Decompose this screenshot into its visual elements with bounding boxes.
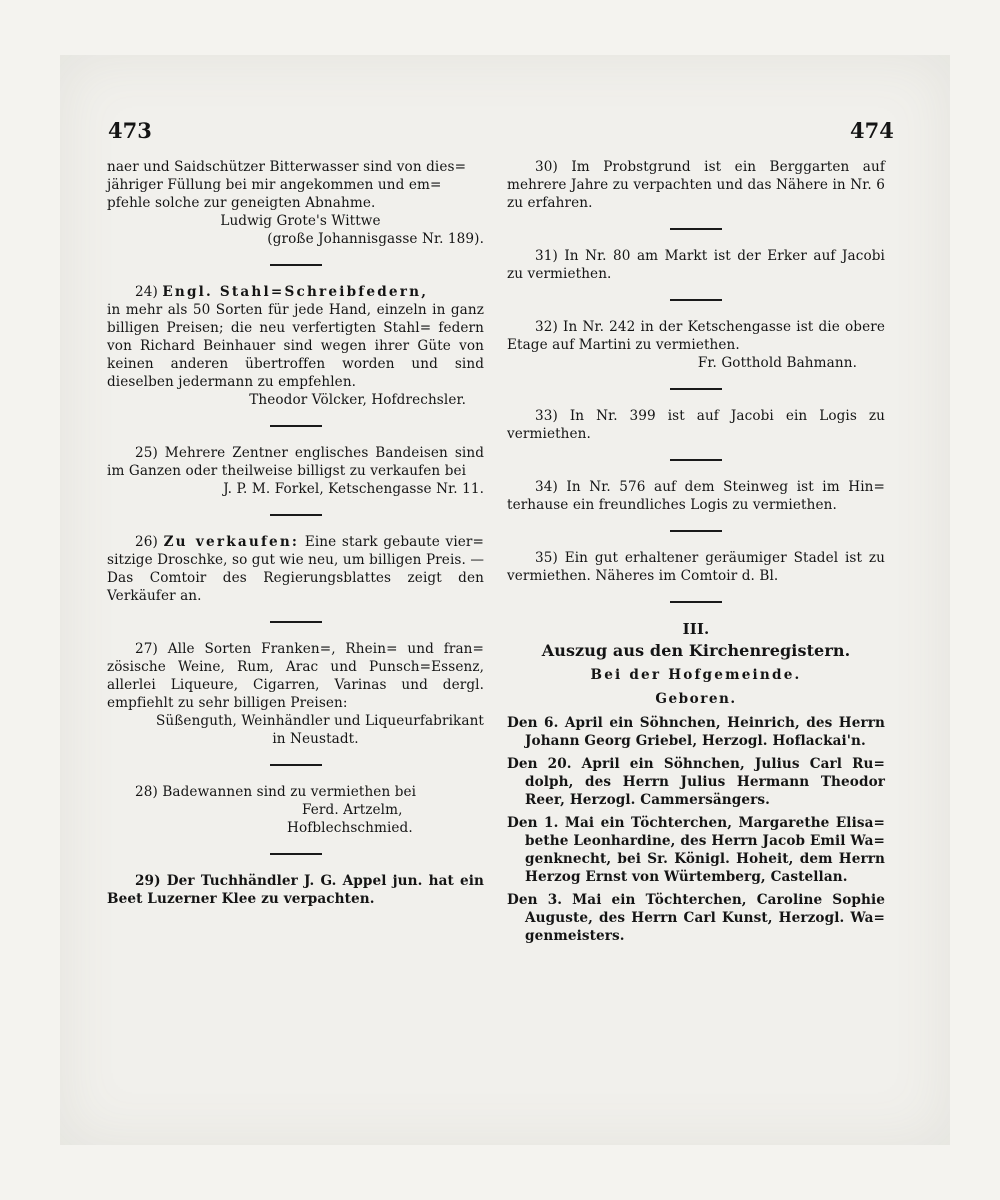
ad-32-body: 32) In Nr. 242 in der Ketschengasse ist die obere Etage auf Martini zu vermiethen.: [507, 319, 885, 353]
ad-24-body: in mehr als 50 Sorten für jede Hand, einzeln in ganz billigen Preisen; die neu verfertigten Stahl= federn von Richard Beinhauer sind wegen ihrer Güte von keinen anderen übertroffen worden und sind dieselben jedermann zu empfehlen.: [107, 302, 484, 390]
intro-address: (große Johannisgasse Nr. 189).: [267, 231, 484, 247]
ad-28-signature-name: Ferd. Artzelm,: [302, 802, 403, 818]
divider-rule: [270, 264, 322, 266]
ad-35-body: 35) Ein gut erhaltener geräumiger Stadel ist zu vermiethen. Näheres im Comtoir d. Bl.: [507, 550, 885, 584]
page-number-left: 473: [108, 118, 152, 143]
section-number: III.: [682, 620, 710, 638]
ad-32-signature: Fr. Gotthold Bahmann.: [697, 355, 857, 371]
divider-rule: [670, 530, 722, 532]
community-heading: Bei der Hofgemeinde.: [590, 667, 802, 683]
ad-27-signature: Süßenguth, Weinhändler und Liqueurfabrikant: [155, 713, 484, 729]
ad-25-body: 25) Mehrere Zentner englisches Bandeisen sind im Ganzen oder theilweise billigst zu verkaufen bei: [107, 445, 484, 479]
birth-entry: Den 1. Mai ein Töchterchen, Margarethe Elisa= bethe Leonhardine, des Herrn Jacob Emil Wa= genknecht, bei Sr. Königl. Hoheit, dem Herrn Herzog Ernst von Würtemberg, Castellan.: [507, 815, 885, 885]
intro-signature: Ludwig Grote's Wittwe: [220, 213, 381, 229]
intro-line-3: pfehle solche zur geneigten Abnahme.: [107, 195, 376, 211]
divider-rule: [670, 459, 722, 461]
right-column: [507, 158, 885, 950]
ad-31-body: 31) In Nr. 80 am Markt ist der Erker auf Jacobi zu vermiethen.: [507, 248, 885, 282]
births-heading: Geboren.: [655, 691, 737, 707]
divider-rule: [670, 601, 722, 603]
ad-28-signature-title: Hofblechschmied.: [287, 820, 413, 836]
intro-line-2: jähriger Füllung bei mir angekommen und em=: [107, 177, 442, 193]
intro-line-1: naer und Saidschützer Bitterwasser sind von dies=: [107, 159, 467, 175]
divider-rule: [270, 514, 322, 516]
divider-rule: [270, 425, 322, 427]
ad-29-body: 29) Der Tuchhändler J. G. Appel jun. hat ein Beet Luzerner Klee zu verpachten.: [107, 873, 484, 907]
divider-rule: [270, 764, 322, 766]
divider-rule: [270, 621, 322, 623]
ad-28-body: 28) Badewannen sind zu vermiethen bei: [135, 784, 417, 800]
page-number-right: 474: [850, 118, 894, 143]
divider-rule: [670, 228, 722, 230]
ad-25-signature: J. P. M. Forkel, Ketschengasse Nr. 11.: [223, 481, 484, 497]
birth-entry: Den 6. April ein Söhnchen, Heinrich, des Herrn Johann Georg Griebel, Herzogl. Hoflackai'n.: [507, 715, 885, 749]
ad-26-body: 26) Zu verkaufen: Eine stark gebaute vier= sitzige Droschke, so gut wie neu, um billigen Preis. — Das Comtoir des Regierungsblattes zeigt den Verkäufer an.: [107, 534, 485, 604]
divider-rule: [270, 853, 322, 855]
ad-30-body: 30) Im Probstgrund ist ein Berggarten auf mehrere Jahre zu verpachten und das Nähere in Nr. 6 zu erfahren.: [507, 159, 885, 211]
ad-24-signature: Theodor Völcker, Hofdrechsler.: [249, 392, 466, 408]
birth-entry: Den 20. April ein Söhnchen, Julius Carl Ru= dolph, des Herrn Julius Hermann Theodor Reer, Herzogl. Cammersängers.: [507, 756, 885, 808]
ad-27-location: in Neustadt.: [272, 731, 359, 747]
ad-24-heading: 24) Engl. Stahl=Schreibfedern,: [135, 284, 429, 300]
ad-33-body: 33) In Nr. 399 ist auf Jacobi ein Logis zu vermiethen.: [507, 408, 885, 442]
divider-rule: [670, 299, 722, 301]
left-column: [107, 158, 484, 908]
birth-entry: Den 3. Mai ein Töchterchen, Caroline Sophie Auguste, des Herrn Carl Kunst, Herzogl. Wa= genmeisters.: [507, 892, 885, 944]
ad-34-body: 34) In Nr. 576 auf dem Steinweg ist im Hin= terhause ein freundliches Logis zu vermiethen.: [507, 479, 885, 513]
divider-rule: [670, 388, 722, 390]
ad-27-body: 27) Alle Sorten Franken=, Rhein= und fran= zösische Weine, Rum, Arac und Punsch=Essenz, allerlei Liqueure, Cigarren, Varinas und dergl. empfiehlt zu sehr billigen Preisen:: [107, 641, 484, 711]
section-title: Auszug aus den Kirchenregistern.: [541, 641, 851, 660]
